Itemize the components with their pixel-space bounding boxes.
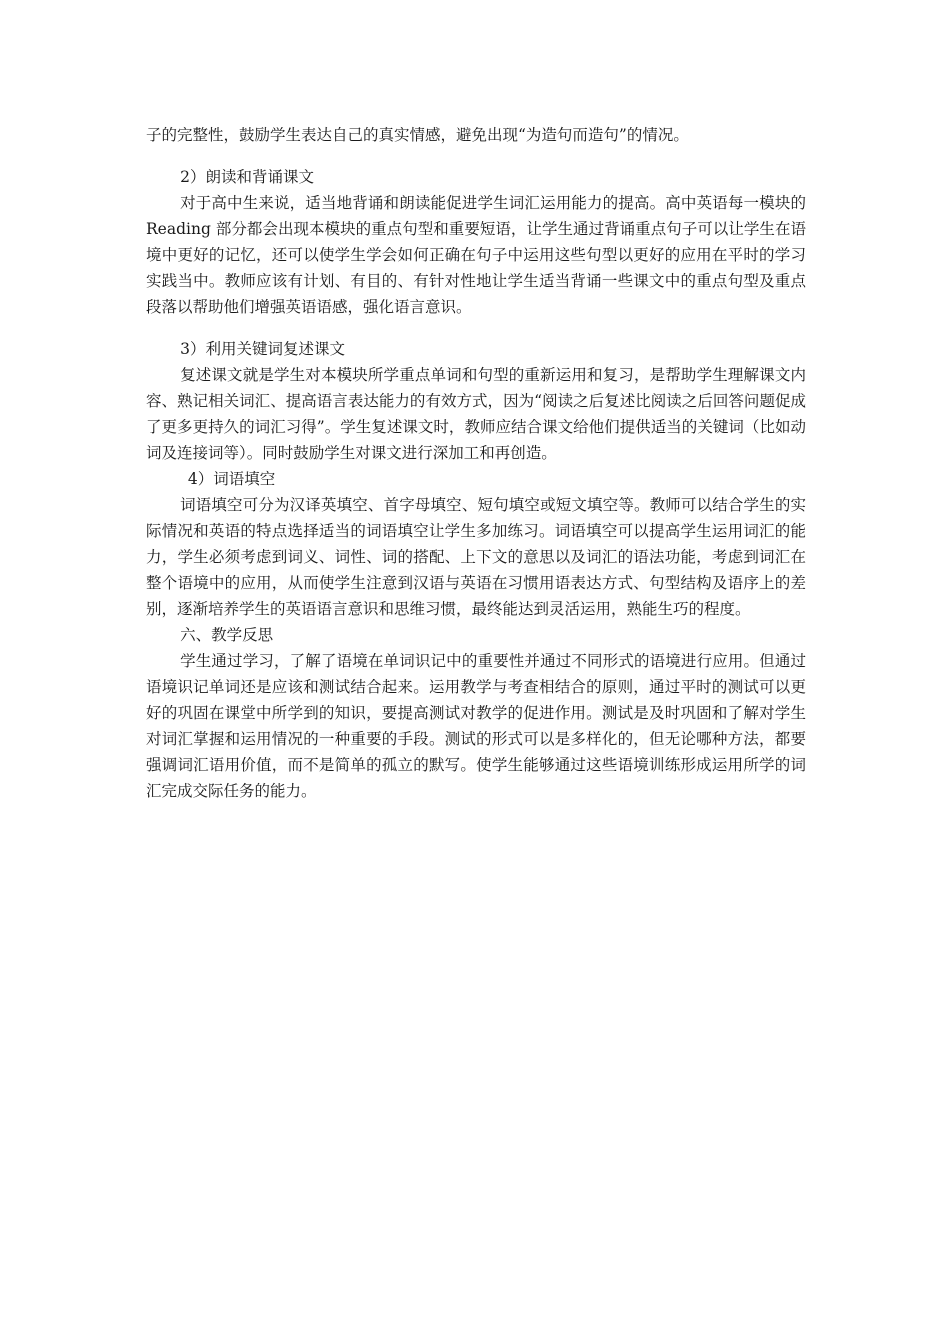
paragraph-recite-text: 对于高中生来说，适当地背诵和朗读能促进学生词汇运用能力的提高。高中英语每一模块的 Reading 部分都会出现本模块的重点句型和重要短语，让学生通过背诵重点句子可以让学生在语境中更好的记忆，还可以使学生学会如何正确在句子中运用这些句型以更好的应用在平时的学习实践当中。教师应该有计划、有目的、有针对性地让学生适当背诵一些课文中的重点句型及重点段落以帮助他们增强英语语感，强化语言意识。 (146, 194, 806, 316)
document-body (146, 122, 806, 804)
heading-teaching-reflection: 六、教学反思 (180, 626, 274, 644)
paragraph-fill-blank: 词语填空可分为汉译英填空、首字母填空、短句填空或短文填空等。教师可以结合学生的实际情况和英语的特点选择适当的词语填空让学生多加练习。词语填空可以提高学生运用词汇的能力，学生必须考虑到词义、词性、词的搭配、上下文的意思以及词汇的语法功能，考虑到词汇在整个语境中的应用，从而使学生注意到汉语与英语在习惯用语表达方式、句型结构及语序上的差别，逐渐培养学生的英语语言意识和思维习惯，最终能达到灵活运用，熟能生巧的程度。 (146, 496, 806, 618)
spacer (146, 320, 806, 336)
spacer (146, 148, 806, 164)
paragraph-retell-text: 复述课文就是学生对本模块所学重点单词和句型的重新运用和复习，是帮助学生理解课文内容、熟记相关词汇、提高语言表达能力的有效方式，因为“阅读之后复述比阅读之后回答问题促成了更多更持久的词汇习得”。学生复述课文时，教师应结合课文给他们提供适当的关键词（比如动词及连接词等）。同时鼓励学生对课文进行深加工和再创造。 (146, 366, 806, 462)
heading-retell-text: 3）利用关键词复述课文 (180, 340, 345, 358)
heading-fill-blank: 4）词语填空 (187, 470, 276, 488)
paragraph-intro: 子的完整性，鼓励学生表达自己的真实情感，避免出现“为造句而造句”的情况。 (146, 126, 689, 144)
paragraph-teaching-reflection: 学生通过学习，了解了语境在单词识记中的重要性并通过不同形式的语境进行应用。但通过语境识记单词还是应该和测试结合起来。运用教学与考查相结合的原则，通过平时的测试可以更好的巩固在课堂中所学到的知识，要提高测试对教学的促进作用。测试是及时巩固和了解对学生对词汇掌握和运用情况的一种重要的手段。测试的形式可以是多样化的，但无论哪种方法，都要强调词汇语用价值，而不是简单的孤立的默写。使学生能够通过这些语境训练形成运用所学的词汇完成交际任务的能力。 (146, 652, 806, 800)
heading-recite-text: 2）朗读和背诵课文 (180, 168, 314, 186)
